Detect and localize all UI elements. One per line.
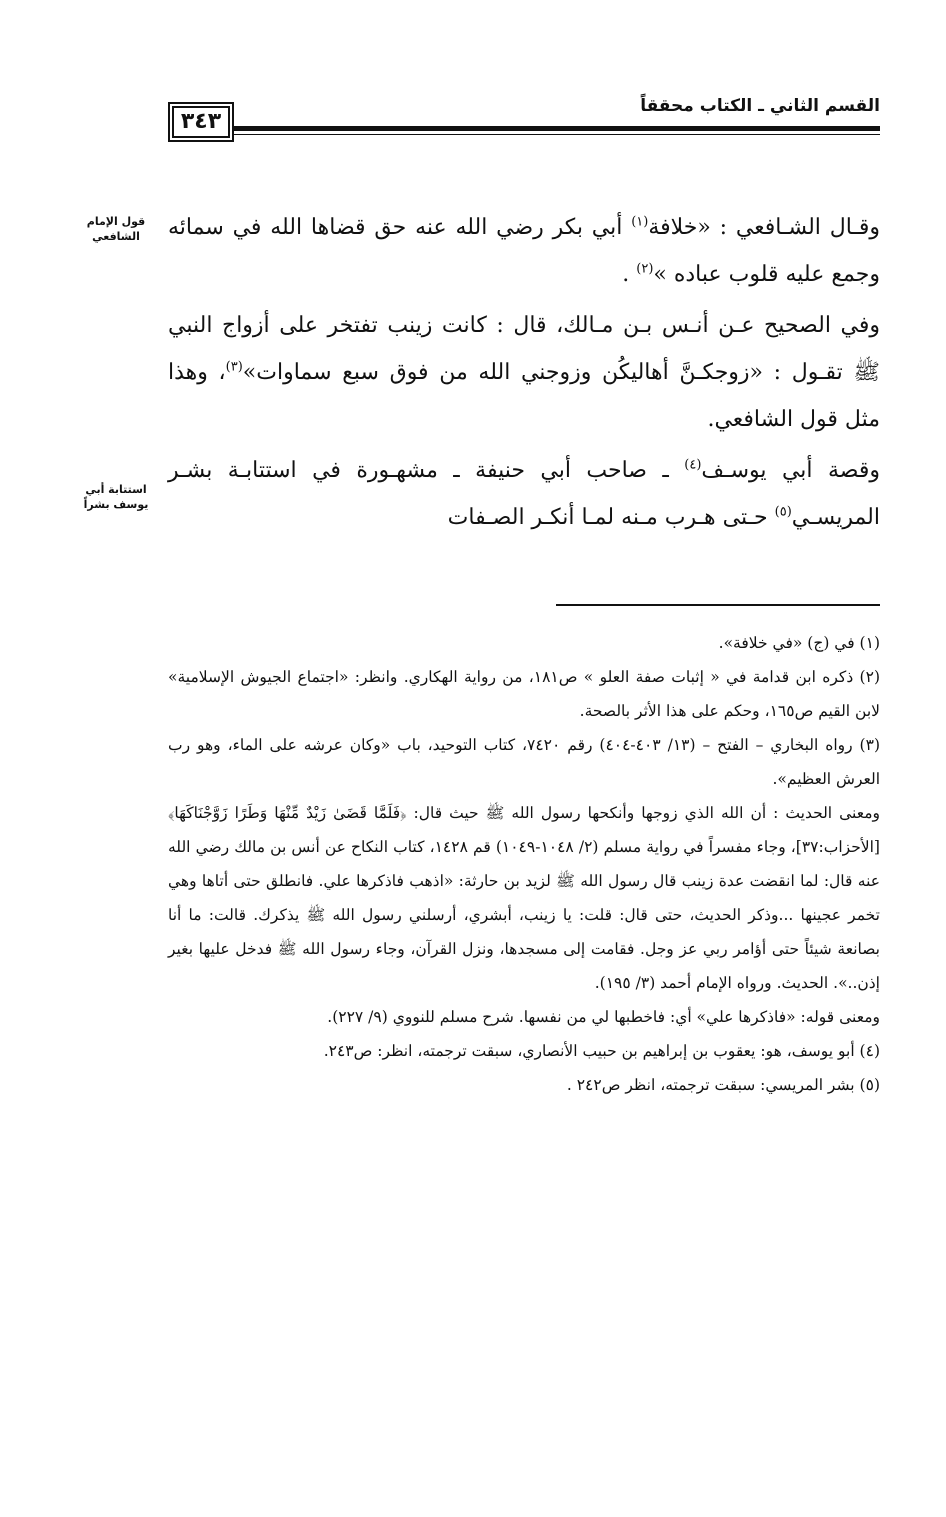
paragraph-zaynab-hadith: وفي الصحيح عـن أنـس بـن مـالك، قال : كانت زينب تفتخر على أزواج النبي ﷺ تقـول : «زوجكـنَّ أهاليكُن وزوجني الله من فوق سبع سماوات»$^{(٣)}$، وهذا مثل قول الشافعي. [168, 313, 880, 432]
footnote-3-meaning: ومعنى قوله: «فاذكرها علي» أي: فاخطبها لي من نفسها. شرح مسلم للنووي (٩/ ٢٢٧). [327, 1008, 880, 1026]
footnote-1: (١) في (ج) «في خلافة». [718, 634, 880, 652]
footnote-ref: (٣) [225, 359, 243, 375]
footnote-ref: (٤) [684, 457, 702, 473]
footnote-2: (٢) ذكره ابن قدامة في « إثبات صفة العلو » ص١٨١، من رواية الهكاري. وانظر: «اجتماع الجيوش الإسلامية» لابن القيم ص١٦٥، وحكم على هذا الأثر بالصحة. [168, 668, 880, 720]
footnotes [168, 626, 880, 1102]
header-title: القسم الثاني ـ الكتاب محققاً [640, 96, 880, 116]
header-rule-thin [234, 134, 880, 135]
footnote-4: (٤) أبو يوسف، هو: يعقوب بن إبراهيم بن حبيب الأنصاري، سبقت ترجمته، انظر: ص٢٤٣. [323, 1042, 880, 1060]
footnote-5: (٥) بشر المريسي: سبقت ترجمته، انظر ص٢٤٢ . [566, 1076, 880, 1094]
main-text [168, 204, 880, 545]
footnote-separator [556, 604, 880, 606]
footnote-ref: (٢) [636, 261, 654, 277]
footnote-3: (٣) رواه البخاري – الفتح – (١٣/ ٤٠٣-٤٠٤) رقم ٧٤٢٠، كتاب التوحيد، باب «وكان عرشه على الماء، وهو رب العرش العظيم». [168, 736, 880, 788]
running-header [168, 96, 880, 144]
margin-note-abu-yusuf: استتابة أبي يوسف بشراً [83, 483, 149, 511]
paragraph-abu-yusuf: وقصة أبي يوسـف$^{(٤)}$ ـ صاحب أبي حنيفة ـ مشهـورة في استتابـة بشـر المريسـي$^{(٥)}$ حـتى هـرب مـنه لمـا أنكـر الصـفات [168, 457, 880, 530]
paragraph-shafii-quote: وقـال الشـافعي : «خلافة$^{(١)}$ أبي بكر رضي الله عنه حق قضاها الله في سمائه وجمع عليه قلوب عباده »$^{(٢)}$ . [168, 214, 880, 287]
footnote-ref: (٥) [774, 504, 792, 520]
footnote-3-explanation: ومعنى الحديث : أن الله الذي زوجها وأنكحها رسول الله ﷺ حيث قال: ﴿فَلَمَّا قَضَىٰ زَيْدٌ مِّنْهَا وَطَرًا زَوَّجْنَاكَهَا﴾ [الأحزاب:٣٧]، وجاء مفسراً في رواية مسلم (٢/ ١٠٤٨-١٠٤٩) قم ١٤٢٨، كتاب النكاح عن أنس بن مالك رضي الله عنه قال: لما انقضت عدة زينب قال رسول الله ﷺ لزيد بن حارثة: «اذهب فاذكرها علي. فانطلق حتى أتاها وهي تخمر عجينها ...وذكر الحديث، حتى قال: قلت: يا زينب، أبشري، أرسلني رسول الله ﷺ يذكرك. قالت: ما أنا بصانعة شيئاً حتى أؤامر ربي عز وجل. فقامت إلى مسجدها، ونزل القرآن، وجاء رسول الله ﷺ فدخل عليها بغير إذن..». الحديث. ورواه الإمام أحمد (٣/ ١٩٥). [168, 804, 880, 992]
margin-note-shafii: قول الإمام الشافعي [86, 215, 146, 243]
page-number: ٣٤٣ [168, 102, 234, 142]
header-rule [234, 126, 880, 131]
footnote-ref: (١) [631, 214, 649, 230]
